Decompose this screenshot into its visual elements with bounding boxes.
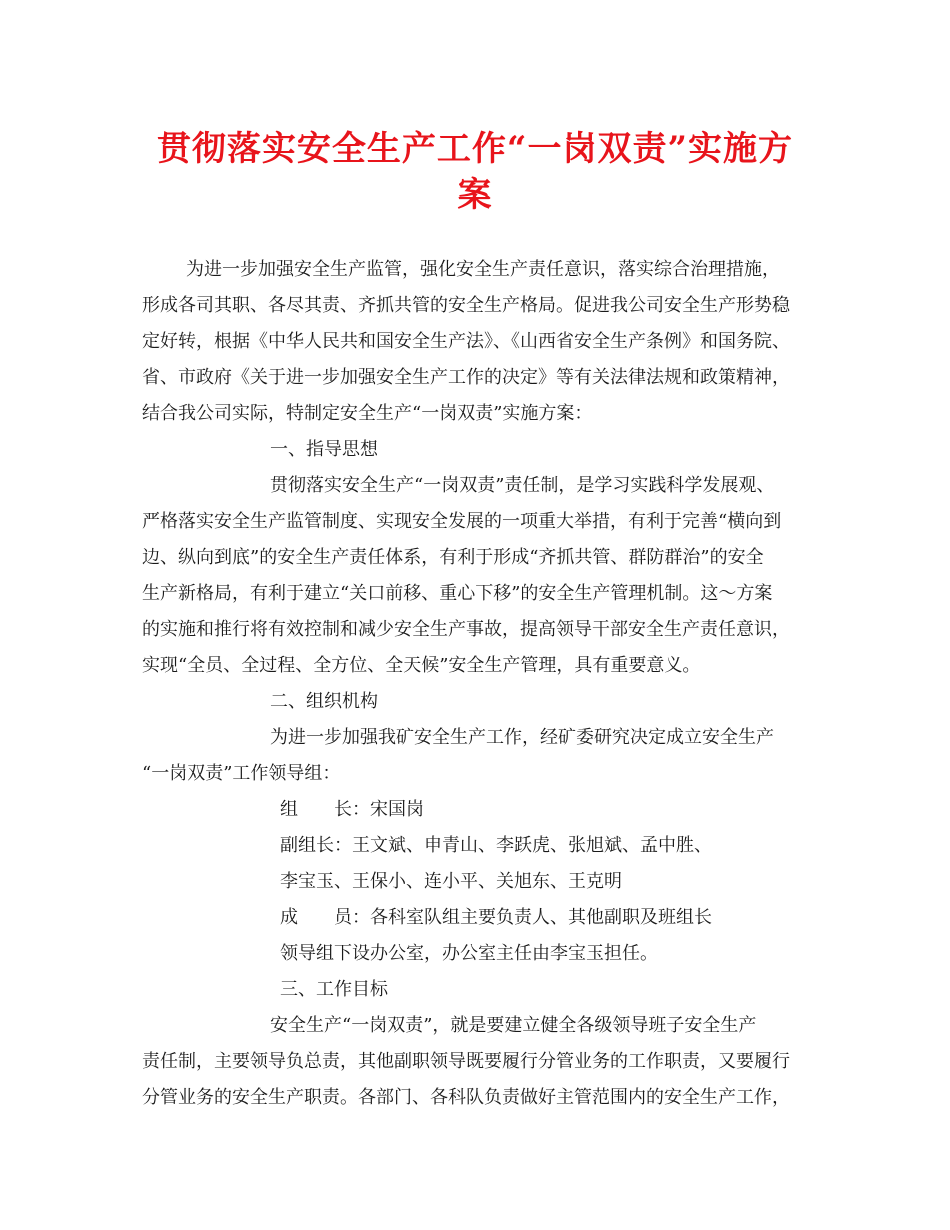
section-heading: 二、组织机构 [270, 691, 378, 712]
member-line: 副组长：王文斌、申青山、李跃虎、张旭斌、孟中胜、 [280, 835, 712, 856]
paragraph-line: 生产新格局，有利于建立“关口前移、重心下移”的安全生产管理机制。这～方案 [142, 583, 773, 604]
paragraph-line: 实现“全员、全过程、全方位、全天候”安全生产管理，具有重要意义。 [142, 655, 701, 676]
paragraph-line: 严格落实安全生产监管制度、实现安全发展的一项重大举措，有利于完善“横向到 [142, 511, 782, 532]
member-line: 组 长：宋国岗 [280, 799, 424, 820]
section-heading: 三、工作目标 [280, 979, 388, 1000]
paragraph-line: 安全生产“一岗双责”，就是要建立健全各级领导班子安全生产 [270, 1015, 757, 1036]
paragraph-line: 边、纵向到底”的安全生产责任体系，有利于形成“齐抓共管、群防群治”的安全 [142, 547, 764, 568]
paragraph-line: 分管业务的安全生产职责。各部门、各科队负责做好主管范围内的安全生产工作， [142, 1087, 790, 1108]
paragraph-line: 领导组下设办公室，办公室主任由李宝玉担任。 [280, 943, 658, 964]
document-body [142, 252, 832, 1116]
member-line: 成 员：各科室队组主要负责人、其他副职及班组长 [280, 907, 712, 928]
paragraph-line: 贯彻落实安全生产“一岗双责”责任制，是学习实践科学发展观、 [270, 475, 775, 496]
paragraph-line: 结合我公司实际，特制定安全生产“一岗双责”实施方案： [142, 403, 593, 424]
paragraph-line: 责任制，主要领导负总责，其他副职领导既要履行分管业务的工作职责，又要履行 [142, 1051, 790, 1072]
paragraph-line: “一岗双责”工作领导组： [142, 763, 341, 784]
title-line: 案 [457, 175, 493, 215]
member-line: 李宝玉、王保小、连小平、关旭东、王克明 [280, 871, 622, 892]
title-line: 贯彻落实安全生产工作“一岗双责”实施方 [156, 129, 794, 169]
document-title [120, 126, 830, 218]
paragraph-line: 为进一步加强安全生产监管，强化安全生产责任意识，落实综合治理措施， [186, 259, 780, 280]
paragraph-line: 定好转，根据《中华人民共和国安全生产法》、《山西省安全生产条例》和国务院、 [142, 331, 790, 352]
section-heading: 一、指导思想 [270, 439, 378, 460]
paragraph-line: 省、市政府《关于进一步加强安全生产工作的决定》等有关法律法规和政策精神， [142, 367, 790, 388]
paragraph-line: 为进一步加强我矿安全生产工作，经矿委研究决定成立安全生产 [270, 727, 774, 748]
paragraph-line: 的实施和推行将有效控制和减少安全生产事故，提高领导干部安全生产责任意识， [142, 619, 790, 640]
paragraph-line: 形成各司其职、各尽其责、齐抓共管的安全生产格局。促进我公司安全生产形势稳 [142, 295, 790, 316]
